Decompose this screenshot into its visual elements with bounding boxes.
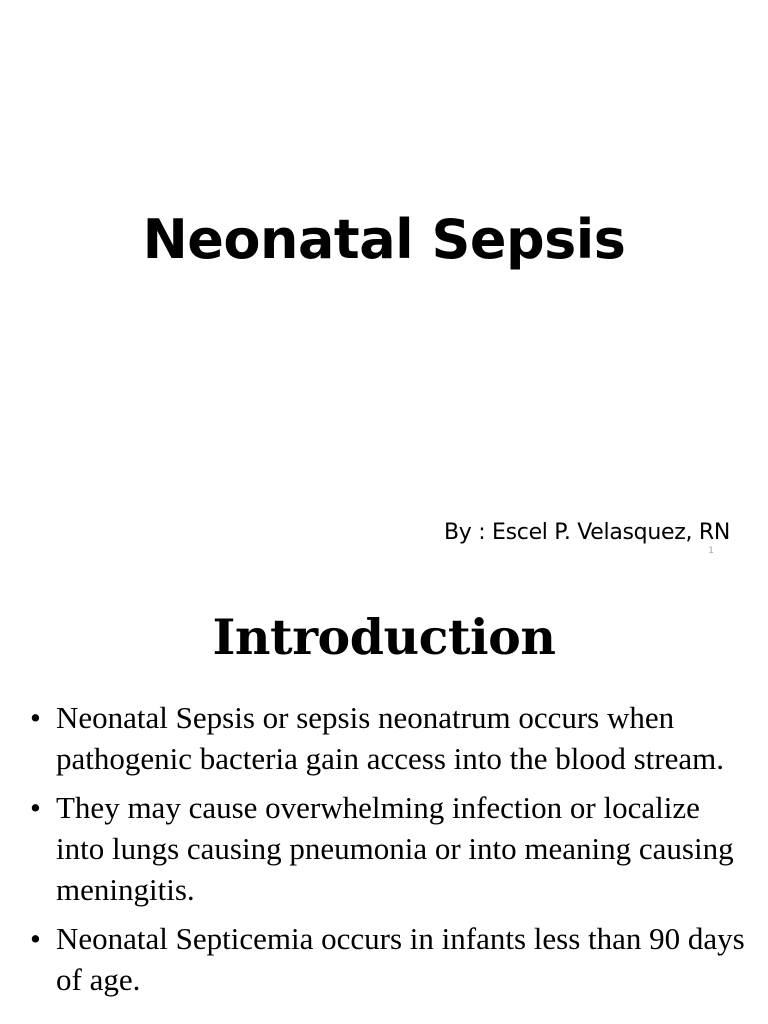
bullet-icon: • (30, 790, 41, 825)
bullet-text: Neonatal Sepsis or sepsis neonatrum occurs when pathogenic bacteria gain access into the blood stream. (56, 700, 724, 776)
author-line: By : Escel P. Velasquez, RN (444, 520, 730, 545)
bullet-icon: • (30, 700, 41, 735)
slide-2-title: Introduction (212, 608, 556, 666)
slide-number: 1 (708, 546, 714, 556)
bullet-item (0, 918, 768, 1000)
bullet-icon: • (30, 921, 41, 956)
slide-1-title: Neonatal Sepsis (142, 208, 626, 271)
bullet-list (0, 697, 768, 1008)
bullet-item (0, 697, 768, 779)
bullet-text: They may cause overwhelming infection or localize into lungs causing pneumonia or into meaning causing meningitis. (56, 790, 734, 907)
bullet-text: Neonatal Septicemia occurs in infants less than 90 days of age. (56, 921, 745, 997)
bullet-item (0, 787, 768, 910)
slide-2 (0, 576, 768, 1024)
